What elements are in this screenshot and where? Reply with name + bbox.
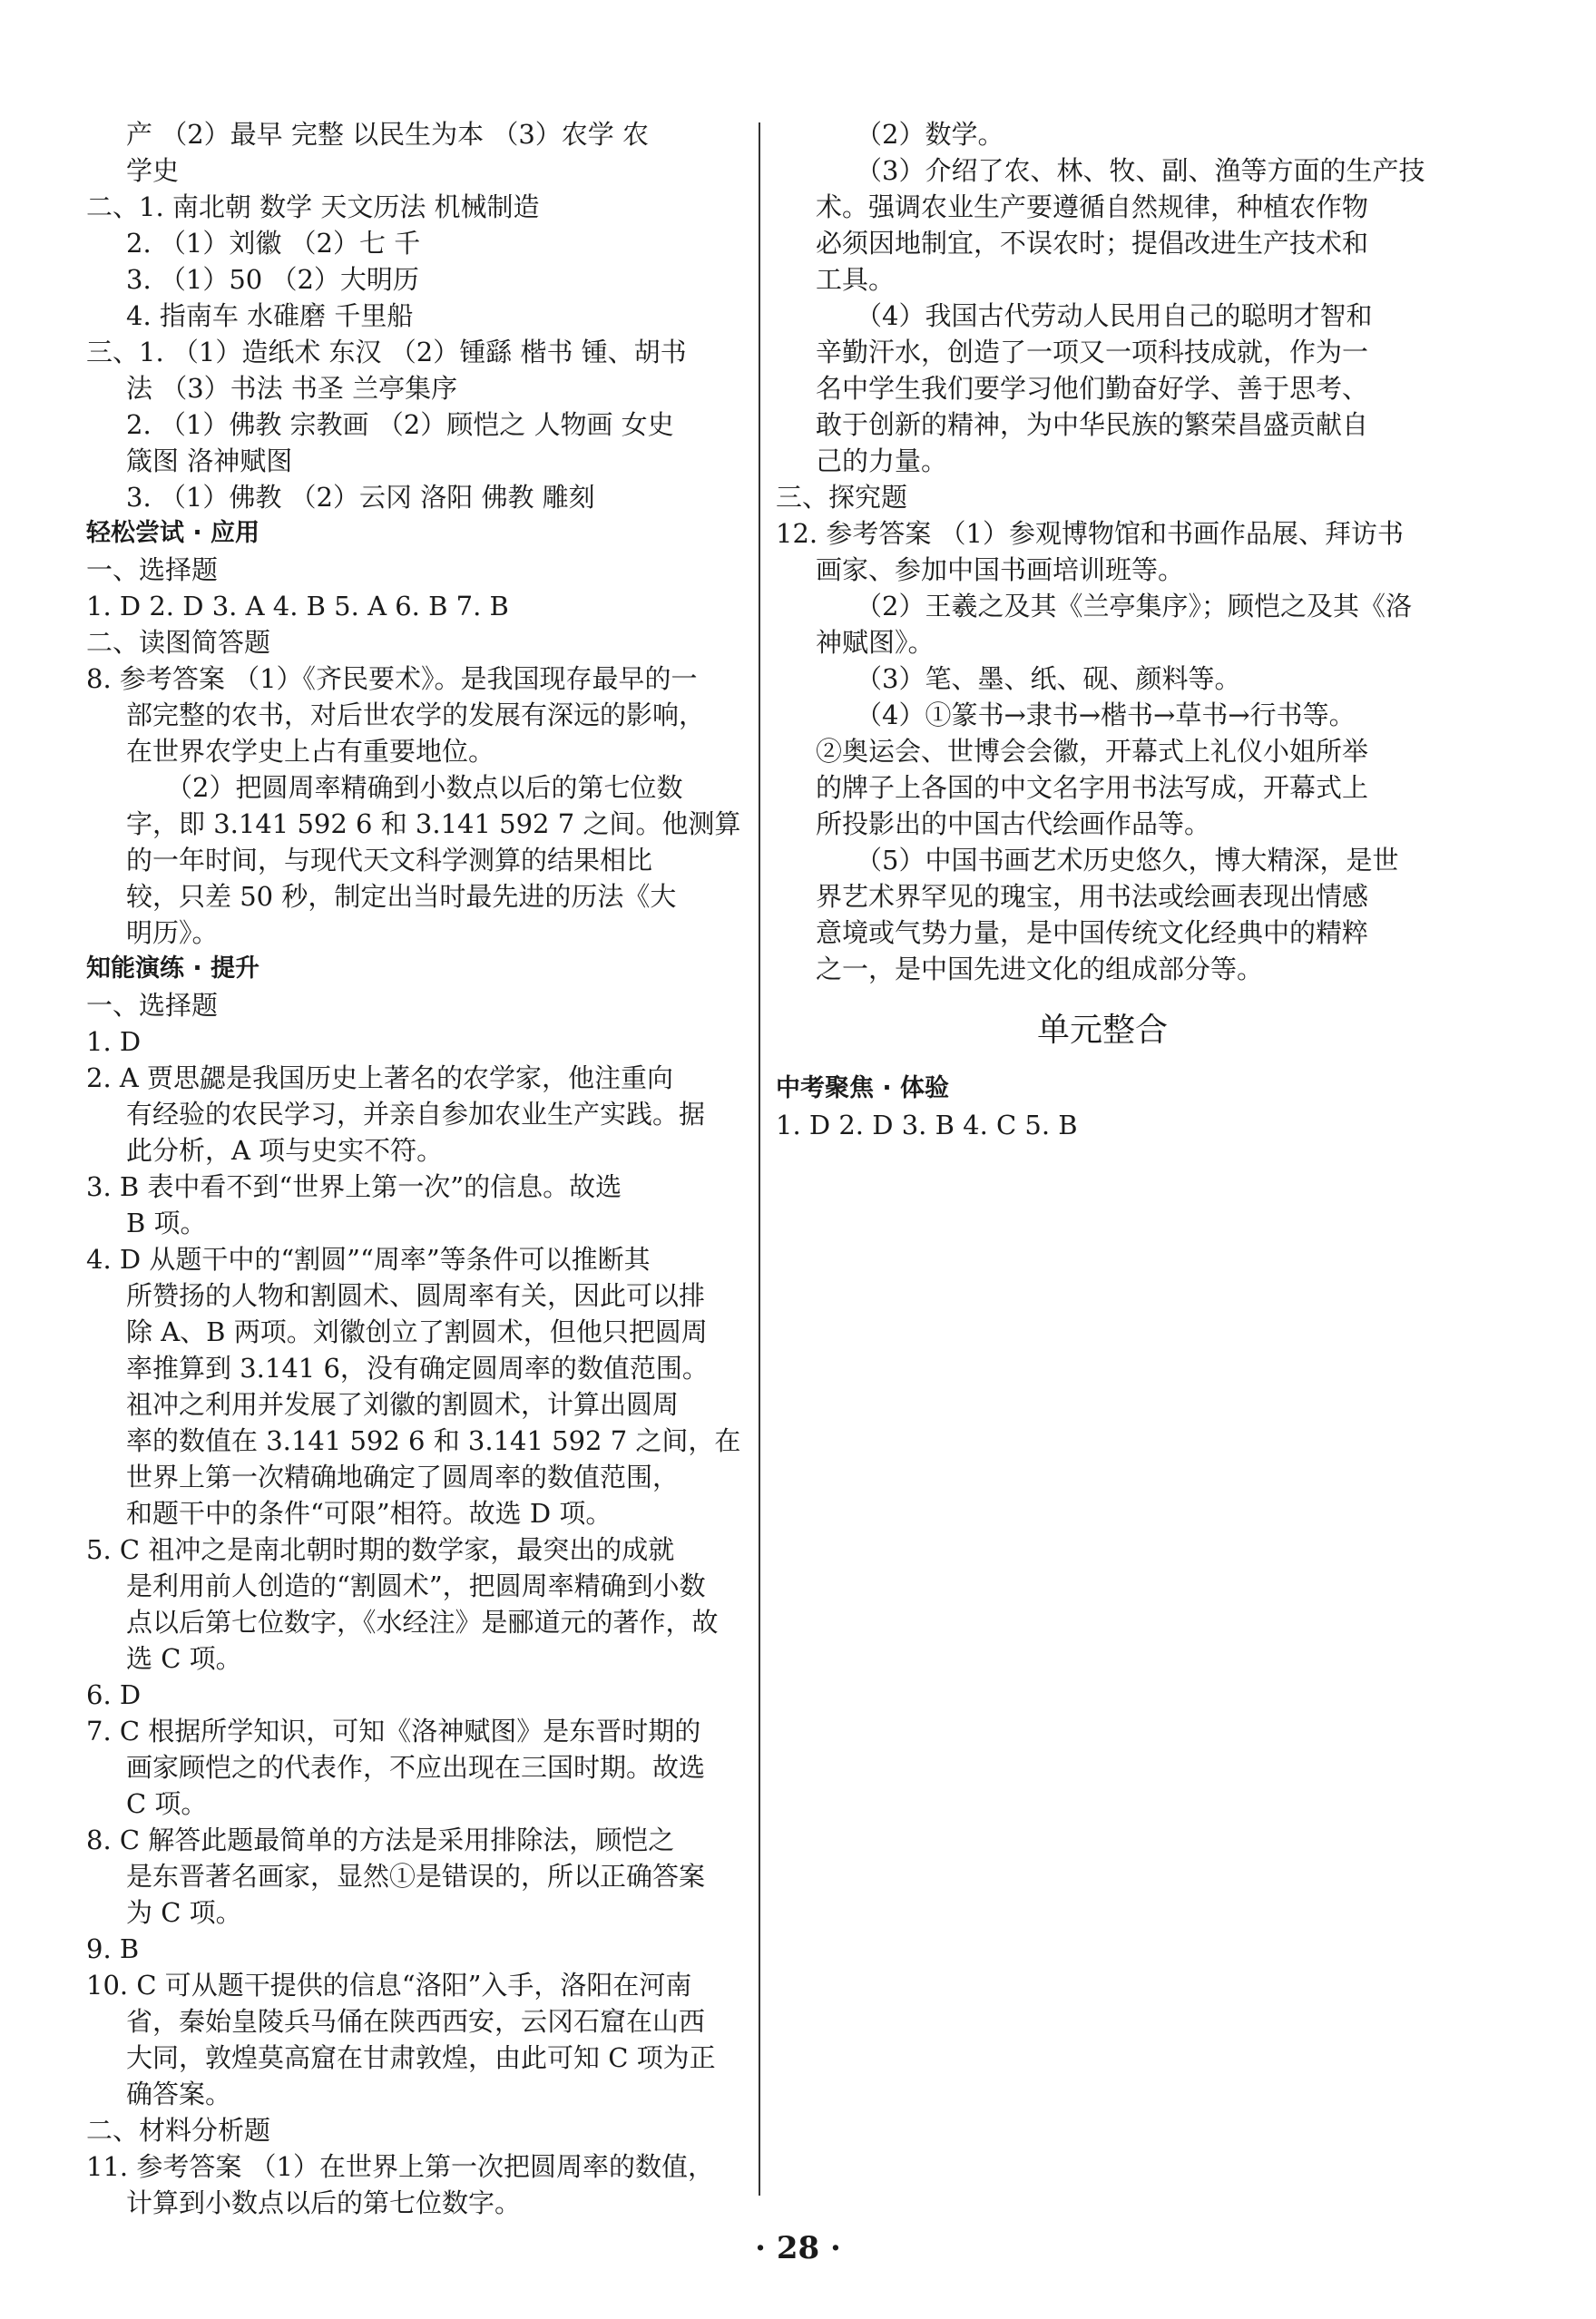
text-line: ②奥运会、世博会会徽，开幕式上礼仪小姐所举 bbox=[816, 736, 1369, 767]
text-line: 二、读图简答题 bbox=[86, 627, 271, 658]
text-line: 为 C 项。 bbox=[126, 1897, 242, 1928]
text-line: 6. D bbox=[86, 1679, 142, 1710]
text-line: 所赞扬的人物和割圆术、圆周率有关，因此可以排 bbox=[126, 1280, 706, 1311]
text-line: （3）介绍了农、林、牧、副、渔等方面的生产技 bbox=[856, 155, 1425, 186]
text-line: （2）王羲之及其《兰亭集序》；顾恺之及其《洛 bbox=[856, 591, 1412, 621]
text-line: 4. D 从题干中的“割圆”“周率”等条件可以推断其 bbox=[86, 1244, 651, 1275]
text-line: 2. （1）刘徽 （2）七 千 bbox=[126, 228, 421, 259]
text-line: 世界上第一次精确地确定了圆周率的数值范围， bbox=[126, 1462, 680, 1492]
text-line: （4）我国古代劳动人民用自己的聪明才智和 bbox=[856, 300, 1373, 331]
text-line: 4. 指南车 水碓磨 千里船 bbox=[126, 300, 414, 331]
text-line: 9. B bbox=[86, 1933, 140, 1964]
text-line: 2. A 贾思勰是我国历史上著名的农学家，他注重向 bbox=[86, 1062, 674, 1093]
text-line: 画家、参加中国书画培训班等。 bbox=[816, 554, 1185, 585]
text-line: 箴图 洛神赋图 bbox=[126, 445, 293, 476]
text-line: 在世界农学史上占有重要地位。 bbox=[126, 736, 495, 767]
text-line: 学史 bbox=[126, 155, 180, 186]
text-line: 率的数值在 3.141 592 6 和 3.141 592 7 之间，在 bbox=[126, 1425, 741, 1456]
text-line: 较，只差 50 秒，制定出当时最先进的历法《大 bbox=[126, 881, 677, 912]
text-line: 三、1. （1）造纸术 东汉 （2）锺繇 楷书 锺、胡书 bbox=[86, 337, 687, 367]
text-line: 10. C 可从题干提供的信息“洛阳”入手，洛阳在河南 bbox=[86, 1970, 692, 2001]
text-line: 工具。 bbox=[816, 264, 896, 295]
text-line: （3）笔、墨、纸、砚、颜料等。 bbox=[856, 663, 1241, 694]
text-line: 11. 参考答案 （1）在世界上第一次把圆周率的数值， bbox=[86, 2151, 715, 2182]
text-line: 的一年时间，与现代天文科学测算的结果相比 bbox=[126, 845, 653, 876]
text-line: 大同，敦煌莫高窟在甘肃敦煌，由此可知 C 项为正 bbox=[126, 2042, 716, 2073]
text-line: 的牌子上各国的中文名字用书法写成，开幕式上 bbox=[816, 772, 1369, 803]
text-line: 一、选择题 bbox=[86, 554, 219, 585]
section-heading: 单元整合 bbox=[1036, 1012, 1168, 1049]
text-line: 率推算到 3.141 6，没有确定圆周率的数值范围。 bbox=[126, 1353, 709, 1384]
text-line: 意境或气势力量，是中国传统文化经典中的精粹 bbox=[816, 917, 1369, 948]
text-line: （5）中国书画艺术历史悠久，博大精深，是世 bbox=[856, 845, 1399, 876]
text-line: 一、选择题 bbox=[86, 990, 219, 1021]
text-line: 明历》。 bbox=[126, 917, 219, 948]
text-line: 选 C 项。 bbox=[126, 1643, 242, 1674]
text-line: 所投影出的中国古代绘画作品等。 bbox=[816, 808, 1211, 839]
text-line: 计算到小数点以后的第七位数字。 bbox=[126, 2187, 522, 2218]
section-heading: 知能演练 · 提升 bbox=[86, 954, 260, 983]
page-number: · 28 · bbox=[755, 2230, 841, 2266]
text-line: 点以后第七位数字，《水经注》是郦道元的著作，故 bbox=[126, 1607, 719, 1638]
text-line: （4）①篆书→隶书→楷书→草书→行书等。 bbox=[856, 700, 1356, 730]
text-line: 1. D 2. D 3. A 4. B 5. A 6. B 7. B bbox=[86, 591, 509, 621]
text-line: 除 A、B 两项。刘徽创立了割圆术，但他只把圆周 bbox=[126, 1316, 708, 1347]
text-line: 和题干中的条件“可限”相符。故选 D 项。 bbox=[126, 1498, 612, 1529]
text-line: 神赋图》。 bbox=[816, 627, 935, 658]
text-line: 产 （2）最早 完整 以民生为本 （3）农学 农 bbox=[126, 119, 649, 150]
text-line: 12. 参考答案 （1）参观博物馆和书画作品展、拜访书 bbox=[776, 518, 1405, 549]
text-line: 8. 参考答案 （1）《齐民要术》。是我国现存最早的一 bbox=[86, 663, 698, 694]
text-line: 二、1. 南北朝 数学 天文历法 机械制造 bbox=[86, 191, 540, 222]
text-line: 法 （3）书法 书圣 兰亭集序 bbox=[126, 373, 458, 404]
left-column bbox=[86, 116, 744, 2221]
section-heading: 轻松尝试 · 应用 bbox=[86, 519, 260, 547]
text-line: 2. （1）佛教 宗教画 （2）顾恺之 人物画 女史 bbox=[126, 409, 674, 440]
text-line: 字，即 3.141 592 6 和 3.141 592 7 之间。他测算 bbox=[126, 808, 741, 839]
text-line: 界艺术界罕见的瑰宝，用书法或绘画表现出情感 bbox=[816, 881, 1369, 912]
text-line: C 项。 bbox=[126, 1788, 208, 1819]
text-line: 1. D bbox=[86, 1026, 142, 1057]
text-line: 必须因地制宜，不误农时；提倡改进生产技术和 bbox=[816, 228, 1369, 259]
text-line: 名中学生我们要学习他们勤奋好学、善于思考、 bbox=[816, 373, 1369, 404]
text-line: 1. D 2. D 3. B 4. C 5. B bbox=[776, 1110, 1078, 1140]
text-line: 省，秦始皇陵兵马俑在陕西西安，云冈石窟在山西 bbox=[126, 2006, 706, 2037]
section-heading: 中考聚焦 · 体验 bbox=[776, 1074, 950, 1102]
text-line: 7. C 根据所学知识，可知《洛神赋图》是东晋时期的 bbox=[86, 1716, 701, 1747]
text-line: 确答案。 bbox=[126, 2079, 232, 2109]
text-line: 是利用前人创造的“割圆术”，把圆周率精确到小数 bbox=[126, 1570, 706, 1601]
right-column bbox=[776, 116, 1429, 1143]
text-line: 术。强调农业生产要遵循自然规律，种植农作物 bbox=[816, 191, 1369, 222]
column-divider bbox=[759, 122, 760, 2196]
text-line: 己的力量。 bbox=[816, 445, 948, 476]
text-line: 之一，是中国先进文化的组成部分等。 bbox=[816, 954, 1264, 984]
text-line: 是东晋著名画家，显然①是错误的，所以正确答案 bbox=[126, 1861, 706, 1892]
text-line: 此分析，A 项与史实不符。 bbox=[126, 1135, 444, 1166]
text-line: （2）把圆周率精确到小数点以后的第七位数 bbox=[166, 772, 683, 803]
text-line: 3. （1）50 （2）大明历 bbox=[126, 264, 419, 295]
text-line: 8. C 解答此题最简单的方法是采用排除法，顾恺之 bbox=[86, 1825, 675, 1855]
text-line: 部完整的农书，对后世农学的发展有深远的影响， bbox=[126, 700, 706, 730]
text-line: 敢于创新的精神，为中华民族的繁荣昌盛贡献自 bbox=[816, 409, 1369, 440]
text-line: B 项。 bbox=[126, 1208, 207, 1238]
text-line: 祖冲之利用并发展了刘徽的割圆术，计算出圆周 bbox=[126, 1389, 680, 1420]
text-line: （2）数学。 bbox=[856, 119, 1004, 150]
text-line: 画家顾恺之的代表作，不应出现在三国时期。故选 bbox=[126, 1752, 706, 1783]
text-line: 二、材料分析题 bbox=[86, 2115, 271, 2146]
text-line: 3. （1）佛教 （2）云冈 洛阳 佛教 雕刻 bbox=[126, 482, 595, 513]
text-line: 三、探究题 bbox=[776, 482, 908, 513]
text-line: 辛勤汗水，创造了一项又一项科技成就，作为一 bbox=[816, 337, 1369, 367]
text-line: 有经验的农民学习，并亲自参加农业生产实践。据 bbox=[126, 1099, 706, 1130]
text-line: 3. B 表中看不到“世界上第一次”的信息。故选 bbox=[86, 1171, 622, 1202]
text-line: 5. C 祖冲之是南北朝时期的数学家，最突出的成就 bbox=[86, 1534, 675, 1565]
